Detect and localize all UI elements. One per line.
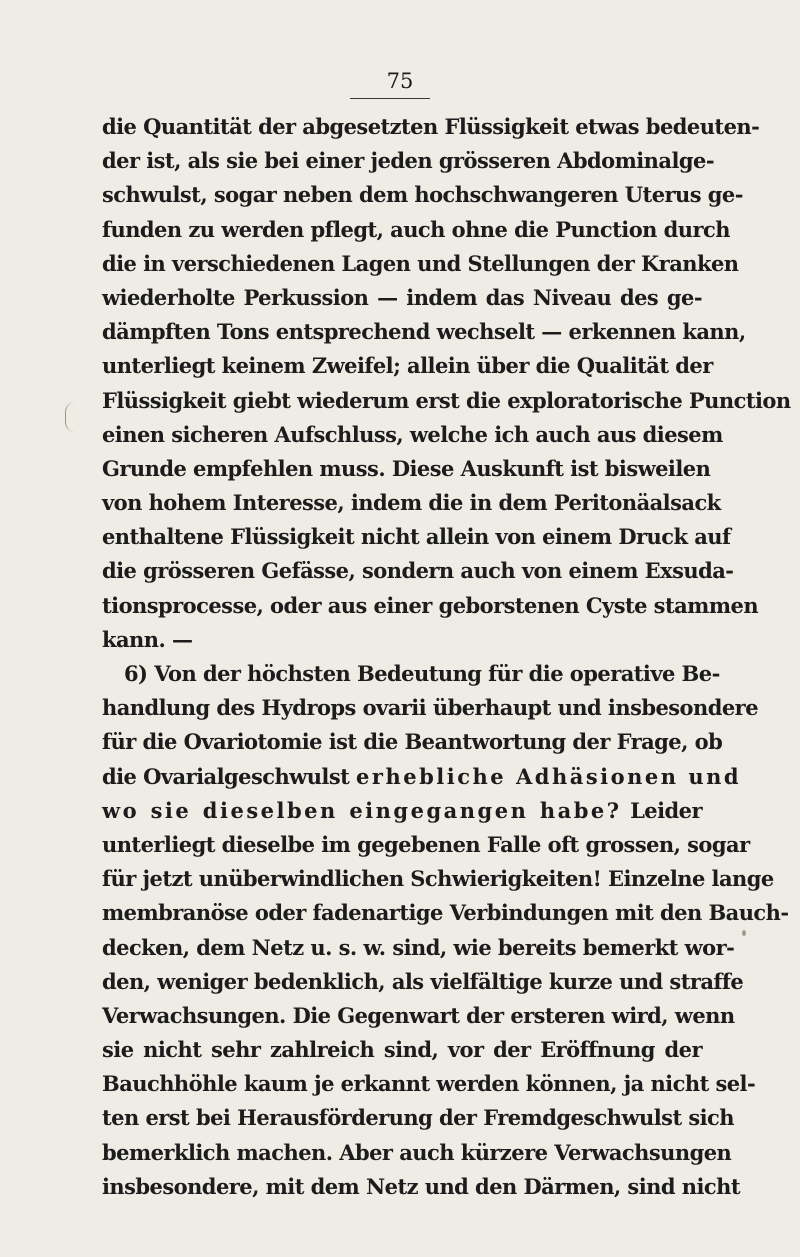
text-line: die grösseren Gefässe, sondern auch von einem Exsuda-: [102, 558, 734, 584]
text-line: handlung des Hydrops ovarii überhaupt und insbesondere: [102, 695, 758, 721]
paper-stain: [742, 930, 746, 936]
text-line: funden zu werden pflegt, auch ohne die Punction durch: [102, 216, 730, 242]
page-number: 75: [386, 69, 414, 93]
text-line: kann. —: [102, 626, 193, 652]
text-line: Verwachsungen. Die Gegenwart der ersteren wird, wenn: [102, 1002, 735, 1028]
text-line: decken, dem Netz u. s. w. sind, wie bereits bemerkt wor-: [102, 934, 735, 960]
text-line: enthaltene Flüssigkeit nicht allein von einem Druck auf: [102, 524, 731, 550]
text-line: die in verschiedenen Lagen und Stellungen der Kranken: [102, 250, 739, 276]
text-line-mixed: [102, 760, 742, 794]
text-line: wiederholte Perkussion — indem das Niveau des ge-: [102, 284, 702, 310]
text-line: einen sicheren Aufschluss, welche ich auch aus diesem: [102, 421, 723, 447]
body-text: [102, 110, 791, 1204]
header-rule: [350, 98, 430, 99]
text-line: Flüssigkeit giebt wiederum erst die exploratorische Punction: [102, 387, 791, 413]
text-line: die Quantität der abgesetzten Flüssigkeit etwas bedeuten-: [102, 114, 760, 139]
text-line: Bauchhöhle kaum je erkannt werden können, ja nicht sel-: [102, 1071, 756, 1097]
text-line: ten erst bei Herausförderung der Fremdgeschwulst sich: [102, 1105, 735, 1131]
text-line: membranöse oder fadenartige Verbindungen mit den Bauch-: [102, 900, 789, 926]
text-line: insbesondere, mit dem Netz und den Därmen, sind nicht: [102, 1173, 741, 1199]
text-line: unterliegt keinem Zweifel; allein über die Qualität der: [102, 353, 713, 379]
text-line: tionsprocesse, oder aus einer geborstenen Cyste stammen: [102, 592, 759, 618]
text-line: sie nicht sehr zahlreich sind, vor der Eröffnung der: [102, 1037, 702, 1063]
text-line-mixed: [102, 794, 702, 828]
text-line: für die Ovariotomie ist die Beantwortung der Frage, ob: [102, 729, 723, 755]
text-line: unterliegt dieselbe im gegebenen Falle oft grossen, sogar: [102, 831, 750, 857]
emphasis-spaced-text: wo sie dieselben eingegangen habe?: [102, 797, 622, 823]
margin-pencil-mark: [65, 402, 76, 432]
text-line: bemerklich machen. Aber auch kürzere Verwachsungen: [102, 1139, 732, 1165]
emphasis-spaced-text: erhebliche Adhäsionen und: [356, 763, 742, 789]
text-line: Grunde empfehlen muss. Diese Auskunft ist bisweilen: [102, 455, 711, 481]
text-line: den, weniger bedenklich, als vielfältige kurze und straffe: [102, 968, 744, 994]
text-span: Leider: [630, 797, 703, 823]
text-line: dämpften Tons entsprechend wechselt — erkennen kann,: [102, 319, 746, 345]
text-line: schwulst, sogar neben dem hochschwangeren Uterus ge-: [102, 182, 743, 208]
text-line: 6) Von der höchsten Bedeutung für die operative Be-: [124, 661, 720, 686]
text-span: die Ovarialgeschwulst: [102, 763, 350, 789]
text-line: von hohem Interesse, indem die in dem Peritonäalsack: [102, 490, 721, 516]
text-line: für jetzt unüberwindlichen Schwierigkeiten! Einzelne lange: [102, 866, 774, 892]
text-line: der ist, als sie bei einer jeden grösseren Abdominalge-: [102, 148, 714, 174]
